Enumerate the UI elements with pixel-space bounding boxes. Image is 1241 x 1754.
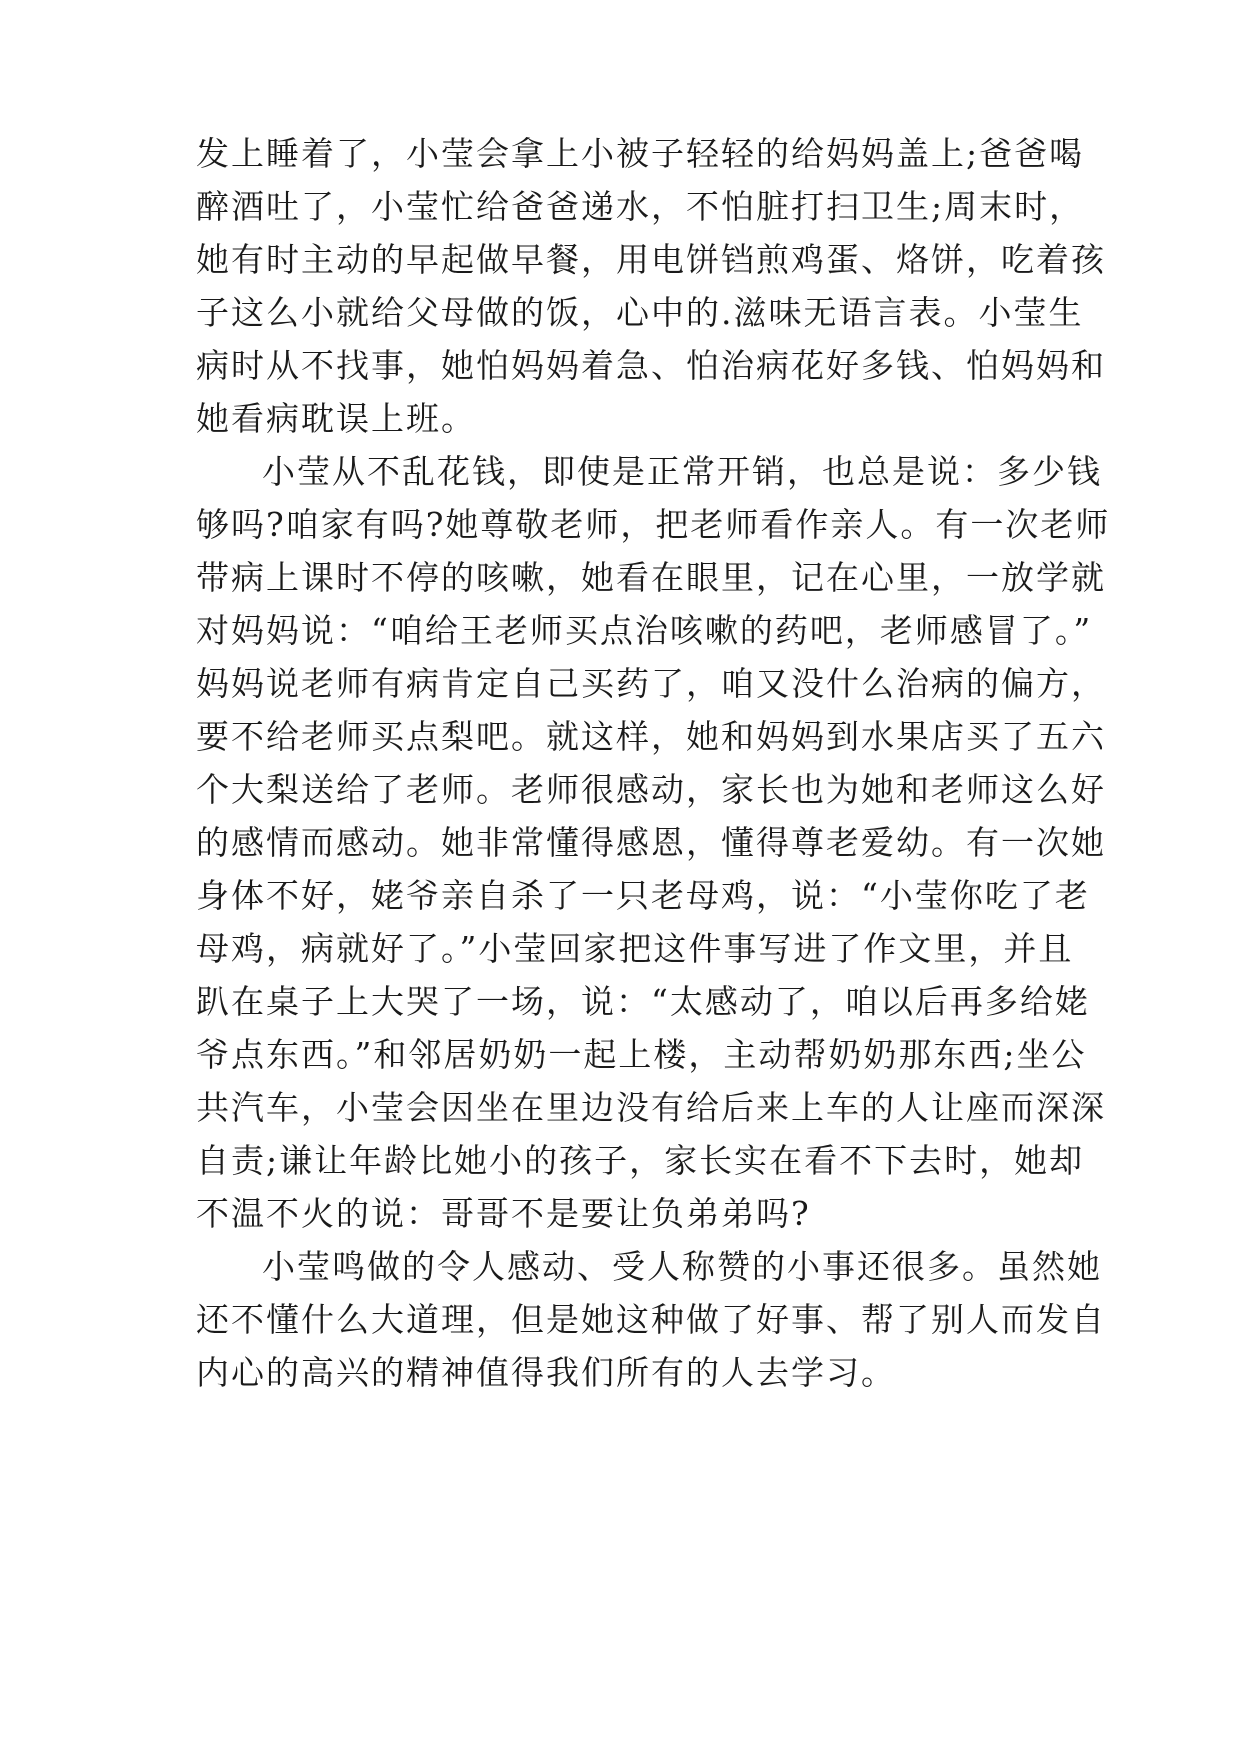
text-line: 趴在桌子上大哭了一场，说：“太感动了，咱以后再多给姥 (196, 982, 1090, 1021)
text-line: 她有时主动的早起做早餐，用电饼铛煎鸡蛋、烙饼，吃着孩 (196, 240, 1106, 279)
text-line: 发上睡着了，小莹会拿上小被子轻轻的给妈妈盖上;爸爸喝 (196, 134, 1085, 173)
text-line: 爷点东西。”和邻居奶奶一起上楼，主动帮奶奶那东西;坐公 (196, 1035, 1087, 1074)
text-line: 不温不火的说：哥哥不是要让负弟弟吗? (196, 1194, 811, 1233)
text-line: 内心的高兴的精神值得我们所有的人去学习。 (196, 1353, 896, 1392)
text-line: 小莹鸣做的令人感动、受人称赞的小事还很多。虽然她 (262, 1247, 1102, 1286)
text-line: 对妈妈说：“咱给王老师买点治咳嗽的药吧，老师感冒了。” (196, 611, 1093, 650)
text-line: 要不给老师买点梨吧。就这样，她和妈妈到水果店买了五六 (196, 717, 1106, 756)
text-line: 小莹从不乱花钱，即使是正常开销，也总是说：多少钱 (262, 452, 1102, 491)
text-line: 身体不好，姥爷亲自杀了一只老母鸡，说：“小莹你吃了老 (196, 876, 1090, 915)
text-line: 个大梨送给了老师。老师很感动，家长也为她和老师这么好 (196, 770, 1106, 809)
text-line: 自责;谦让年龄比她小的孩子，家长实在看不下去时，她却 (196, 1141, 1085, 1180)
text-line: 够吗?咱家有吗?她尊敬老师，把老师看作亲人。有一次老师 (196, 505, 1111, 544)
text-line: 带病上课时不停的咳嗽，她看在眼里，记在心里，一放学就 (196, 558, 1106, 597)
text-line: 妈妈说老师有病肯定自己买药了，咱又没什么治病的偏方， (196, 664, 1106, 703)
text-line: 她看病耽误上班。 (196, 399, 476, 438)
text-line: 子这么小就给父母做的饭，心中的.滋味无语言表。小莹生 (196, 293, 1084, 332)
text-line: 共汽车，小莹会因坐在里边没有给后来上车的人让座而深深 (196, 1088, 1106, 1127)
text-line: 母鸡，病就好了。”小莹回家把这件事写进了作文里，并且 (196, 929, 1074, 968)
text-line: 还不懂什么大道理，但是她这种做了好事、帮了别人而发自 (196, 1300, 1106, 1339)
text-line: 醉酒吐了，小莹忙给爸爸递水，不怕脏打扫卫生;周末时， (196, 187, 1085, 226)
text-line: 病时从不找事，她怕妈妈着急、怕治病花好多钱、怕妈妈和 (196, 346, 1106, 385)
text-line: 的感情而感动。她非常懂得感恩，懂得尊老爱幼。有一次她 (196, 823, 1106, 862)
